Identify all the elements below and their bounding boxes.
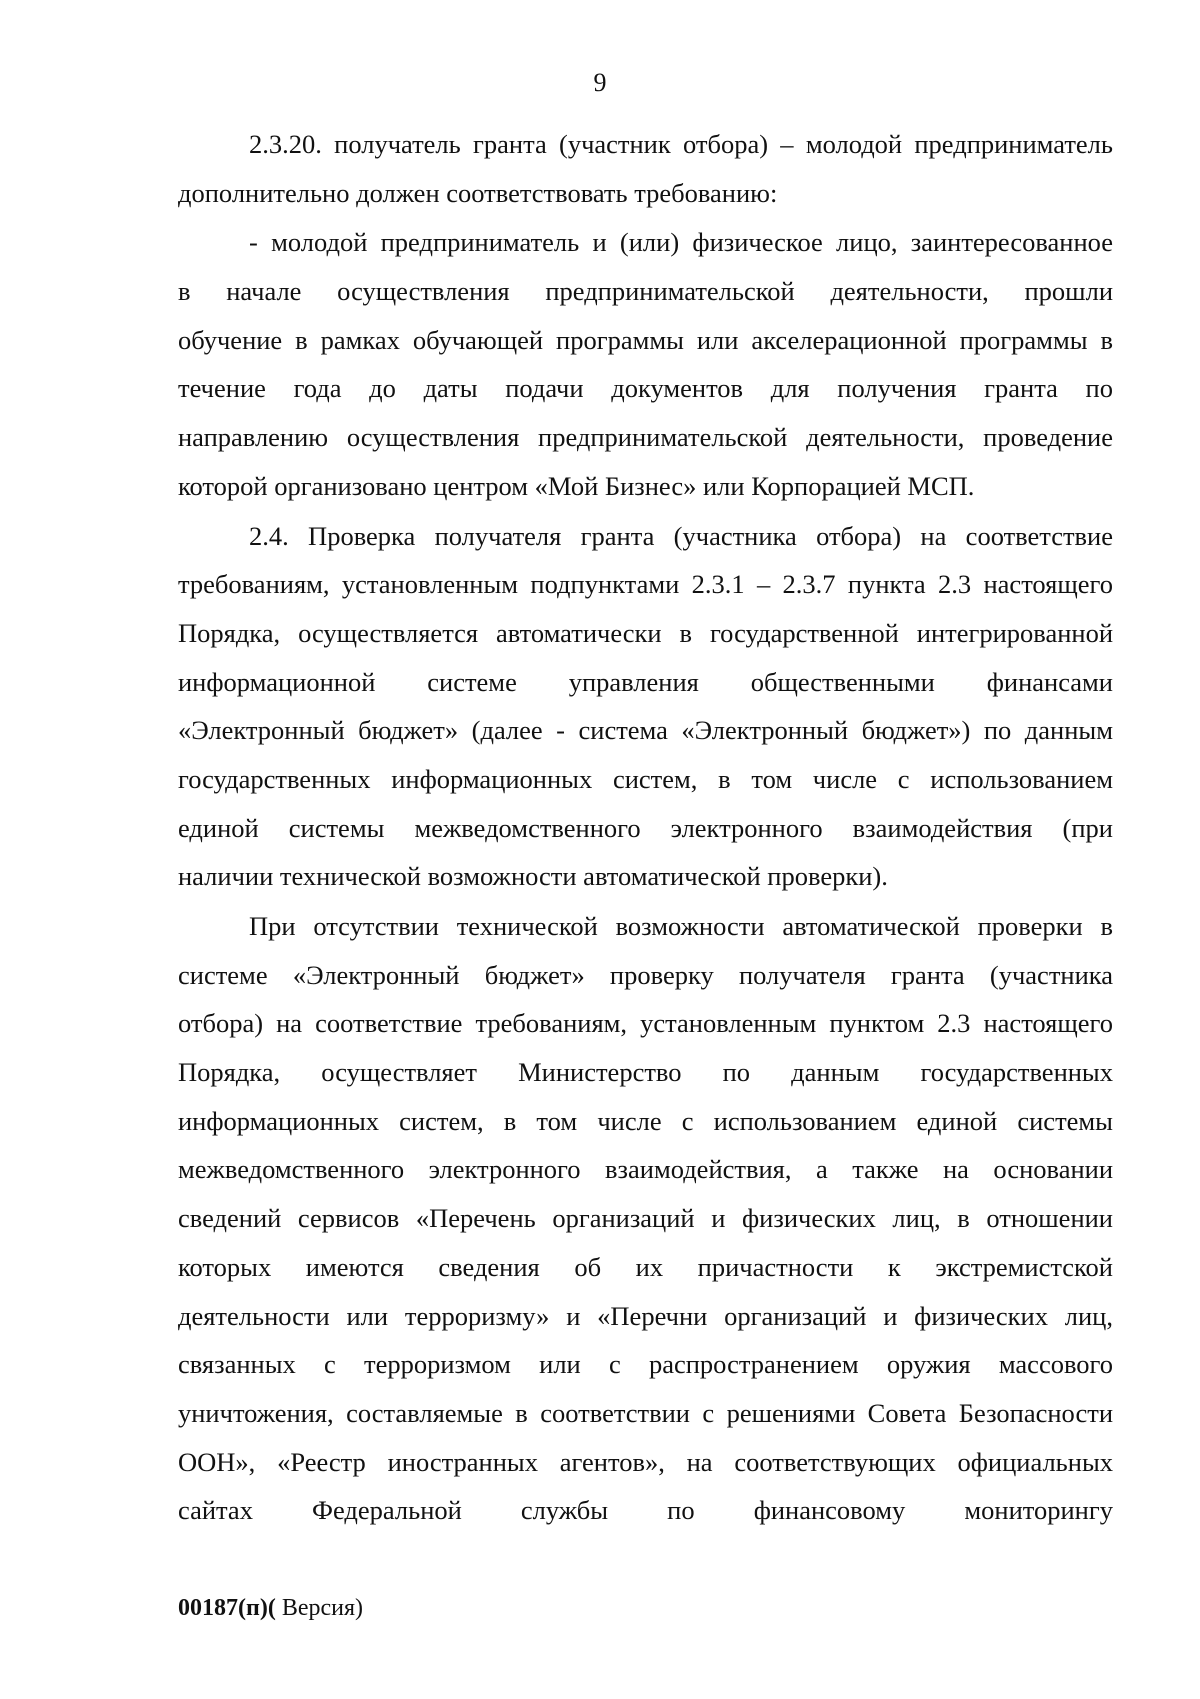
text-line: деятельности или терроризму» и «Перечни организаций и физических лиц, (178, 1300, 1113, 1331)
text-line: в начале осуществления предпринимательской деятельности, прошли (178, 276, 1113, 307)
text-line: «Электронный бюджет» (далее - система «Электронный бюджет») по данным (178, 715, 1113, 746)
text-line: отбора) на соответствие требованиям, установленным пунктом 2.3 настоящего (178, 1008, 1113, 1039)
text-line: системе «Электронный бюджет» проверку получателя гранта (участника (178, 959, 1113, 990)
text-line: которых имеются сведения об их причастности к экстремистской (178, 1251, 1113, 1282)
document-code: 00187(п)( (178, 1595, 276, 1621)
text-line: Порядка, осуществляет Министерство по данным государственных (178, 1057, 1113, 1088)
text-line: направлению осуществления предпринимательской деятельности, проведение (178, 422, 1113, 453)
text-line: ООН», «Реестр иностранных агентов», на соответствующих официальных (178, 1446, 1113, 1477)
page-number: 9 (593, 68, 607, 97)
text-line: - молодой предприниматель и (или) физическое лицо, заинтересованное (249, 227, 1113, 258)
text-line: которой организовано центром «Мой Бизнес» или Корпорацией МСП. (178, 470, 975, 501)
text-line: 2.3.20. получатель гранта (участник отбора) – молодой предприниматель (249, 129, 1113, 159)
text-line: обучение в рамках обучающей программы или акселерационной программы в (178, 324, 1113, 355)
text-line: сведений сервисов «Перечень организаций и физических лиц, в отношении (178, 1203, 1113, 1234)
document-body (178, 120, 1113, 1535)
text-line: информационной системе управления общественными финансами (178, 666, 1113, 697)
paragraph (178, 902, 1113, 1535)
paragraph (178, 512, 1113, 902)
text-line: течение года до даты подачи документов для получения гранта по (178, 373, 1113, 404)
text-line: уничтожения, составляемые в соответствии с решениями Совета Безопасности (178, 1397, 1113, 1428)
text-line: информационных систем, в том числе с использованием единой системы (178, 1105, 1113, 1136)
text-line: единой системы межведомственного электронного взаимодействия (при (178, 812, 1113, 843)
text-line: При отсутствии технической возможности автоматической проверки в (249, 911, 1113, 941)
text-line: государственных информационных систем, в том числе с использованием (178, 763, 1113, 794)
text-line: межведомственного электронного взаимодействия, а также на основании (178, 1154, 1113, 1185)
document-footer (178, 1595, 363, 1622)
text-line: требованиям, установленным подпунктами 2.3.1 – 2.3.7 пункта 2.3 настоящего (178, 569, 1113, 600)
text-line: дополнительно должен соответствовать требованию: (178, 177, 778, 208)
paragraph (178, 218, 1113, 510)
text-line: Порядка, осуществляется автоматически в государственной интегрированной (178, 617, 1113, 648)
text-line: связанных с терроризмом или с распространением оружия массового (178, 1349, 1113, 1380)
paragraph (178, 120, 1113, 217)
text-line: сайтах Федеральной службы по финансовому мониторингу (178, 1495, 1113, 1526)
text-line: наличии технической возможности автоматической проверки). (178, 861, 888, 892)
document-version: Версия) (275, 1595, 363, 1621)
text-line: 2.4. Проверка получателя гранта (участника отбора) на соответствие (249, 520, 1113, 551)
